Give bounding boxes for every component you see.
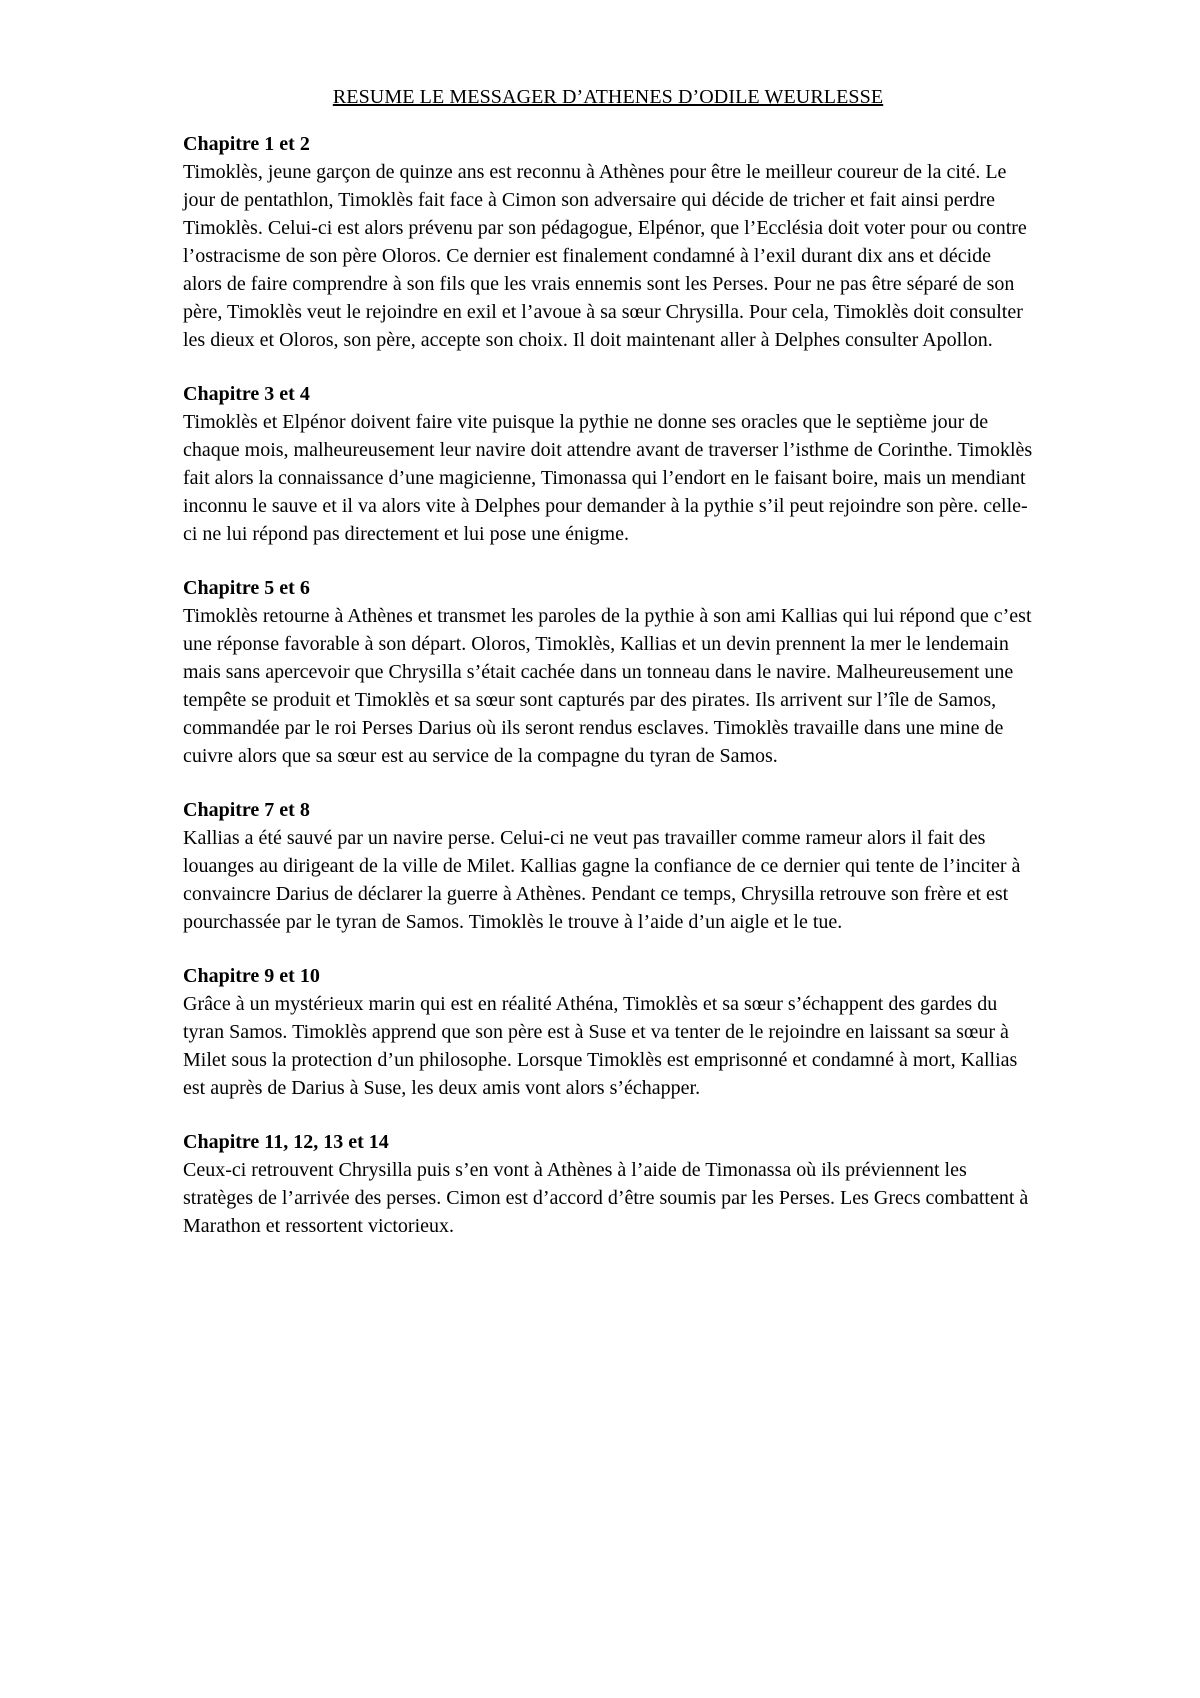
section-chapitre-9-10: [183, 962, 1033, 1102]
section-chapitre-5-6: [183, 574, 1033, 770]
section-heading: Chapitre 3 et 4: [183, 383, 310, 405]
section-body: Grâce à un mystérieux marin qui est en réalité Athéna, Timoklès et sa sœur s’échappent des gardes du tyran Samos. Timoklès apprend que son père est à Suse et va tenter de le rejoindre en laissant sa sœur à Milet sous la protection d’un philosophe. Lorsque Timoklès est emprisonné et condamné à mort, Kallias est auprès de Darius à Suse, les deux amis vont alors s’échapper.: [183, 993, 1018, 1099]
section-heading: Chapitre 1 et 2: [183, 133, 310, 155]
section-chapitre-7-8: [183, 796, 1033, 936]
section-heading: Chapitre 5 et 6: [183, 577, 310, 599]
section-heading: Chapitre 9 et 10: [183, 965, 320, 987]
section-body: Ceux-ci retrouvent Chrysilla puis s’en vont à Athènes à l’aide de Timonassa où ils préviennent les stratèges de l’arrivée des perses. Cimon est d’accord d’être soumis par les Perses. Les Grecs combattent à Marathon et ressortent victorieux.: [183, 1159, 1029, 1237]
section-chapitre-11-14: [183, 1128, 1033, 1240]
section-body: Timoklès, jeune garçon de quinze ans est reconnu à Athènes pour être le meilleur coureur de la cité. Le jour de pentathlon, Timoklès fait face à Cimon son adversaire qui décide de tricher et fait ainsi perdre Timoklès. Celui-ci est alors prévenu par son pédagogue, Elpénor, que l’Ecclésia doit voter pour ou contre l’ostracisme de son père Oloros. Ce dernier est finalement condamné à l’exil durant dix ans et décide alors de faire comprendre à son fils que les vrais ennemis sont les Perses. Pour ne pas être séparé de son père, Timoklès veut le rejoindre en exil et l’avoue à sa sœur Chrysilla. Pour cela, Timoklès doit consulter les dieux et Oloros, son père, accepte son choix. Il doit maintenant aller à Delphes consulter Apollon.: [183, 161, 1027, 351]
section-heading: Chapitre 7 et 8: [183, 799, 310, 821]
document-title: RESUME LE MESSAGER D’ATHENES D’ODILE WEURLESSE: [332, 86, 884, 108]
section-body: Timoklès retourne à Athènes et transmet les paroles de la pythie à son ami Kallias qui lui répond que c’est une réponse favorable à son départ. Oloros, Timoklès, Kallias et un devin prennent la mer le lendemain mais sans apercevoir que Chrysilla s’était cachée dans un tonneau dans le navire. Malheureusement une tempête se produit et Timoklès et sa sœur sont capturés par des pirates. Ils arrivent sur l’île de Samos, commandée par le roi Perses Darius où ils seront rendus esclaves. Timoklès travaille dans une mine de cuivre alors que sa sœur est au service de la compagne du tyran de Samos.: [183, 605, 1032, 767]
section-chapitre-3-4: [183, 380, 1033, 548]
section-body: Kallias a été sauvé par un navire perse. Celui-ci ne veut pas travailler comme rameur alors il fait des louanges au dirigeant de la ville de Milet. Kallias gagne la confiance de ce dernier qui tente de l’inciter à convaincre Darius de déclarer la guerre à Athènes. Pendant ce temps, Chrysilla retrouve son frère et est pourchassée par le tyran de Samos. Timoklès le trouve à l’aide d’un aigle et le tue.: [183, 827, 1021, 933]
section-body: Timoklès et Elpénor doivent faire vite puisque la pythie ne donne ses oracles que le septième jour de chaque mois, malheureusement leur navire doit attendre avant de traverser l’isthme de Corinthe. Timoklès fait alors la connaissance d’une magicienne, Timonassa qui l’endort en le faisant boire, mais un mendiant inconnu le sauve et il va alors vite à Delphes pour demander à la pythie s’il peut rejoindre son père. celle-ci ne lui répond pas directement et lui pose une énigme.: [183, 411, 1033, 545]
document-page: [183, 82, 1033, 1266]
section-heading: Chapitre 11, 12, 13 et 14: [183, 1131, 389, 1153]
section-chapitre-1-2: [183, 130, 1033, 354]
